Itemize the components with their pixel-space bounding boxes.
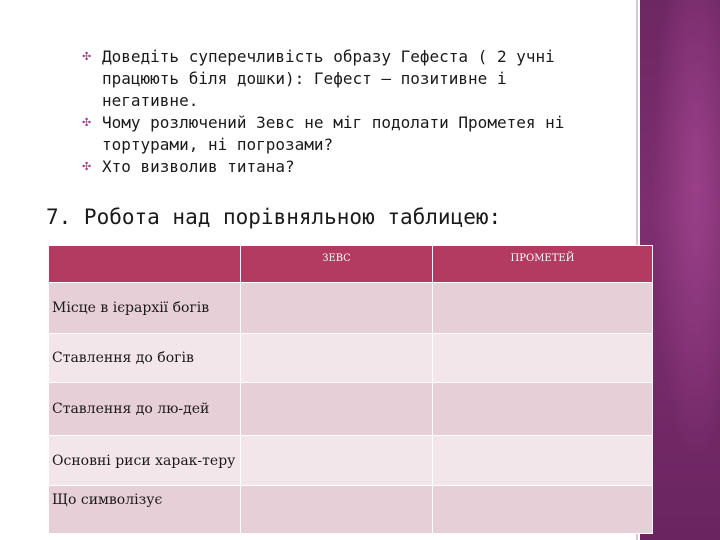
diamond-bullet-icon: ✣	[82, 116, 92, 129]
row-label: Місце в ієрархії богів	[49, 283, 241, 334]
row-label: Основні риси харак-теру	[49, 436, 241, 486]
comparison-table	[48, 245, 653, 534]
table-cell[interactable]	[433, 283, 653, 334]
table-cell[interactable]	[433, 334, 653, 383]
bullet-item	[82, 46, 612, 112]
table-cell[interactable]	[433, 436, 653, 486]
table-cell[interactable]	[433, 383, 653, 436]
table-header-empty	[49, 246, 241, 283]
table-cell[interactable]	[241, 283, 433, 334]
row-label: Ставлення до богів	[49, 334, 241, 383]
bullet-list	[82, 46, 612, 178]
bullet-item	[82, 156, 612, 178]
table-header-prometheus: ПРОМЕТЕЙ	[433, 246, 653, 283]
table-cell[interactable]	[241, 486, 433, 534]
row-label: Ставлення до лю-дей	[49, 383, 241, 436]
table-row	[49, 334, 653, 383]
diamond-bullet-icon: ✣	[82, 160, 92, 173]
table-cell[interactable]	[241, 436, 433, 486]
table-row	[49, 283, 653, 334]
bullet-text: Доведіть суперечливість образу Гефеста ( 2 учні працюють біля дошки): Гефест – позитивне і негативне.	[102, 47, 555, 110]
table-row	[49, 436, 653, 486]
table-header-row	[49, 246, 653, 283]
table-header-zeus: ЗЕВС	[241, 246, 433, 283]
table-cell[interactable]	[241, 334, 433, 383]
bullet-item	[82, 112, 612, 156]
table-cell[interactable]	[241, 383, 433, 436]
bullet-text: Чому розлючений Зевс не міг подолати Прометея ні тортурами, ні погрозами?	[102, 113, 565, 154]
table-row	[49, 486, 653, 534]
row-label: Що символізує	[49, 486, 241, 534]
table-cell[interactable]	[433, 486, 653, 534]
section-heading: 7. Робота над порівняльною таблицею:	[46, 205, 502, 229]
bullet-text: Хто визволив титана?	[102, 157, 295, 176]
table-row	[49, 383, 653, 436]
diamond-bullet-icon: ✣	[82, 50, 92, 63]
